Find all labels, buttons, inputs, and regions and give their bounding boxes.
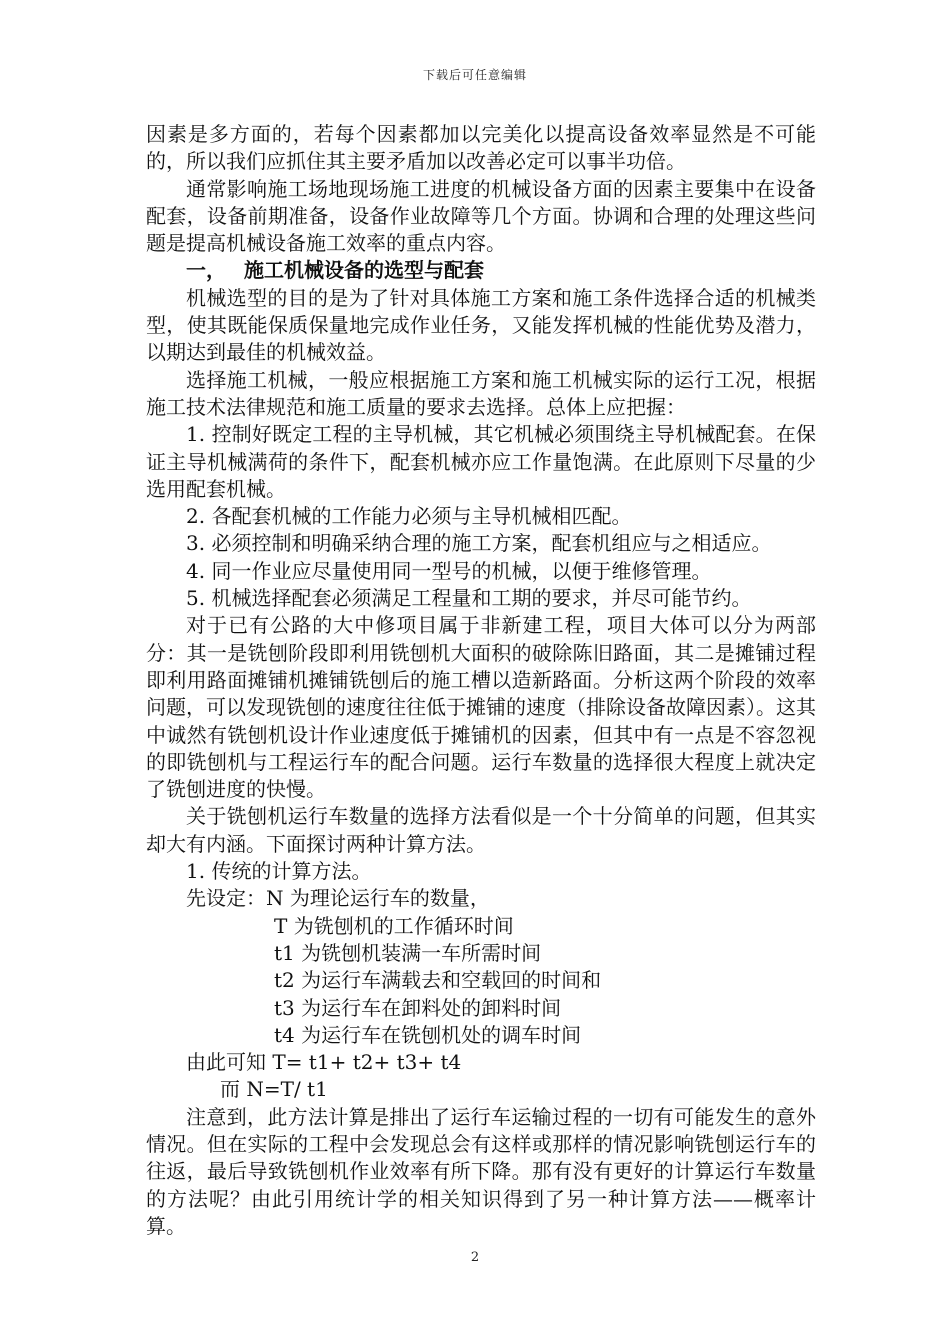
list-item: 5. 机械选择配套必须满足工程量和工期的要求，并尽可能节约。 xyxy=(186,586,752,611)
paragraph: 注意到，此方法计算是排出了运行车运输过程的一切有可能发生的意外情况。但在实际的工程中会发现总会有这样或那样的情况影响铣刨运行车的往返，最后导致铣刨机作业效率有所下降。那有没有更好的计算运行车数量的方法呢？由此引用统计学的相关知识得到了另一种计算方法——概率计算。 xyxy=(146,1104,816,1238)
definition-line: t1 为铣刨机装满一车所需时间 xyxy=(274,940,542,965)
list-item: 4. 同一作业应尽量使用同一型号的机械，以便于维修管理。 xyxy=(186,558,712,583)
definition-line: t4 为运行车在铣刨机处的调车时间 xyxy=(274,1022,582,1047)
paragraph: 通常影响施工场地现场施工进度的机械设备方面的因素主要集中在设备配套，设备前期准备，设备作业故障等几个方面。协调和合理的处理这些问题是提高机械设备施工效率的重点内容。 xyxy=(146,176,816,256)
method-heading: 1. 传统的计算方法。 xyxy=(186,859,372,884)
definition-line: T 为铣刨机的工作循环时间 xyxy=(274,913,514,938)
section-title: 施工机械设备的选型与配套 xyxy=(244,258,484,283)
paragraph: 关于铣刨机运行车数量的选择方法看似是一个十分简单的问题，但其实却大有内涵。下面探讨两种计算方法。 xyxy=(146,804,816,856)
paragraph: 机械选型的目的是为了针对具体施工方案和施工条件选择合适的机械类型，使其既能保质保量地完成作业任务，又能发挥机械的性能优势及潜力，以期达到最佳的机械效益。 xyxy=(146,285,816,365)
definition-intro: 先设定：N 为理论运行车的数量， xyxy=(186,886,490,911)
section-heading xyxy=(146,257,816,284)
page-header: 下载后可任意编辑 xyxy=(422,68,527,82)
paragraph: 对于已有公路的大中修项目属于非新建工程，项目大体可以分为两部分：其一是铣刨阶段即利用铣刨机大面积的破除陈旧路面，其二是摊铺过程即利用路面摊铺机摊铺铣刨后的施工槽以造新路面。分析这两个阶段的效率问题，可以发现铣刨的速度往往低于摊铺的速度（排除设备故障因素）。这其中诚然有铣刨机设计作业速度低于摊铺机的因素，但其中有一点是不容忽视的即铣刨机与工程运行车的配合问题。运行车数量的选择很大程度上就决定了铣刨进度的快慢。 xyxy=(146,613,816,802)
formula-line: 而 N=T/ t1 xyxy=(220,1077,328,1102)
formula-line: 由此可知 T= t1+ t2+ t3+ t4 xyxy=(186,1050,462,1075)
document-body xyxy=(146,121,816,1240)
list-item: 2. 各配套机械的工作能力必须与主导机械相匹配。 xyxy=(186,504,632,529)
list-item: 1. 控制好既定工程的主导机械，其它机械必须围绕主导机械配套。在保证主导机械满荷的条件下，配套机械亦应工作量饱满。在此原则下尽量的少选用配套机械。 xyxy=(146,422,816,501)
list-item: 3. 必须控制和明确采纳合理的施工方案，配套机组应与之相适应。 xyxy=(186,531,772,556)
paragraph: 因素是多方面的，若每个因素都加以完美化以提高设备效率显然是不可能的，所以我们应抓住其主要矛盾加以改善必定可以事半功倍。 xyxy=(146,122,816,174)
definition-line: t2 为运行车满载去和空载回的时间和 xyxy=(274,968,602,993)
page-number: 2 xyxy=(470,1250,480,1265)
paragraph: 选择施工机械，一般应根据施工方案和施工机械实际的运行工况，根据施工技术法律规范和施工质量的要求去选择。总体上应把握： xyxy=(146,367,816,419)
section-number: 一， xyxy=(186,258,226,283)
definition-line: t3 为运行车在卸料处的卸料时间 xyxy=(274,995,562,1020)
